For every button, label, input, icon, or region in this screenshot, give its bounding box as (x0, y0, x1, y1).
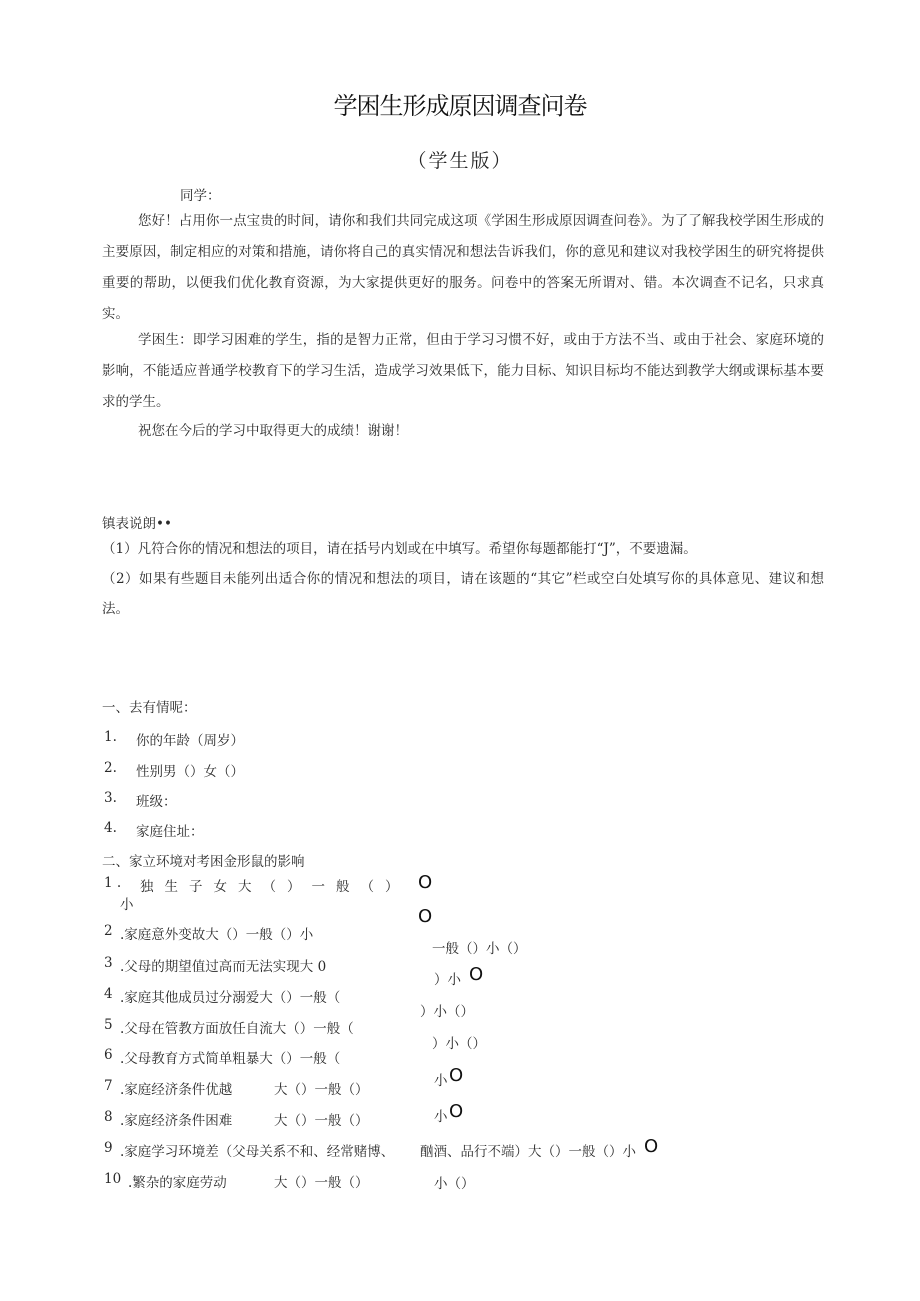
question-number: 9 (104, 1140, 113, 1156)
section1-item-number: 4. (104, 820, 117, 836)
answer-circle: O (418, 872, 433, 893)
answer-options: 大（）一般（） (274, 1113, 369, 1129)
question-number: 5 (104, 1017, 113, 1033)
answer-options: ）小（） (420, 1004, 474, 1020)
page-subtitle: （学生版） (407, 150, 513, 172)
question-text-wrap: 小 (120, 897, 134, 913)
section1-heading: 一、去有情呢： (102, 700, 197, 716)
instructions-heading: 镇表说朗•• (102, 516, 172, 532)
question-text: .家庭意外变故大（）一般（）小 (120, 927, 314, 943)
answer-options: 大（）一般（） (274, 1082, 369, 1098)
question-text: .繁杂的家庭劳动 (128, 1175, 227, 1191)
answer-options: 小 (434, 1109, 448, 1125)
intro-paragraph: 您好！占用你一点宝贵的时间，请你和我们共同完成这项《学困生形成原因调查问卷》。为了了解我校学困生形成的主要原因，制定相应的对策和措施，请你将自己的真实情况和想法告诉我们，你的意见和建议对我校学困生的研究将提供重要的帮助，以便我们优化教育资源，为大家提供更好的服务。问卷中的答案无所谓对、错。本次调查不记名，只求真实。 (102, 213, 824, 322)
question-text: .父母的期望值过高而无法实现大 0 (120, 959, 327, 975)
section2-heading: 二、家立环境对考困金形鼠的影响 (102, 854, 305, 870)
answer-circle: O (644, 1136, 659, 1157)
question-number: 2 (104, 923, 113, 939)
question-text: .家庭其他成员过分溺爱大（）一般（ (120, 990, 341, 1006)
answer-options: ）小 (434, 972, 461, 988)
wish-paragraph: 祝您在今后的学习中取得更大的成绩！谢谢！ (138, 423, 408, 439)
answer-circle: O (469, 964, 484, 985)
greeting: 同学： (180, 188, 221, 204)
section1-item-text: 班级： (136, 794, 177, 810)
question-number: 6 (104, 1047, 113, 1063)
section1-item-number: 1. (104, 729, 117, 745)
answer-options: ）小（） (432, 1036, 486, 1052)
section1-item-number: 3. (104, 790, 117, 806)
answer-circle: O (449, 1065, 464, 1086)
section1-item-text: 家庭住址： (136, 824, 204, 840)
question-number: 1 . (104, 875, 122, 891)
section1-item-number: 2. (104, 760, 117, 776)
answer-circle: O (449, 1101, 464, 1122)
question-number: 4 (104, 986, 113, 1002)
question-number: 7 (104, 1078, 113, 1094)
answer-options: 小（） (434, 1176, 475, 1192)
question-text: 独生子女大（）一般（） (140, 879, 410, 895)
section1-item-text: 你的年龄（周岁） (136, 733, 244, 749)
section1-item-text: 性别男（）女（） (136, 764, 244, 780)
instructions-item-2: （2）如果有些题目未能列出适合你的情况和想法的项目，请在该题的“其它”栏或空白处填写你的具体意见、建议和想法。 (102, 571, 824, 617)
page-title: 学困生形成原因调查问卷 (333, 92, 587, 120)
answer-options: 一般（）小（） (432, 941, 527, 957)
definition-paragraph: 学困生：即学习困难的学生，指的是智力正常，但由于学习习惯不好，或由于方法不当、或由于社会、家庭环境的影响，不能适应普通学校教育下的学习生活，造成学习效果低下，能力目标、知识目标均不能达到教学大纲或课标基本要求的学生。 (102, 332, 824, 410)
question-text: .父母教育方式简单粗暴大（）一般（ (120, 1051, 341, 1067)
question-text-continued: 酗酒、品行不端）大（）一般（）小 (420, 1144, 636, 1160)
instructions-item-1: （1）凡符合你的情况和想法的项目，请在括号内划或在中填写。希望你每题都能打“J”，不要遗漏。 (102, 541, 697, 557)
answer-options: 小 (434, 1073, 448, 1089)
question-text: .家庭学习环境差（父母关系不和、经常赌博、 (120, 1144, 395, 1160)
question-number: 10 (104, 1171, 122, 1187)
question-text: .家庭经济条件困难 (120, 1113, 233, 1129)
question-number: 3 (104, 955, 113, 971)
question-number: 8 (104, 1109, 113, 1125)
answer-circle: O (418, 906, 433, 927)
question-text: .父母在管教方面放任自流大（）一般（ (120, 1021, 354, 1037)
answer-options: 大（）一般（） (274, 1175, 369, 1191)
question-text: .家庭经济条件优越 (120, 1082, 233, 1098)
